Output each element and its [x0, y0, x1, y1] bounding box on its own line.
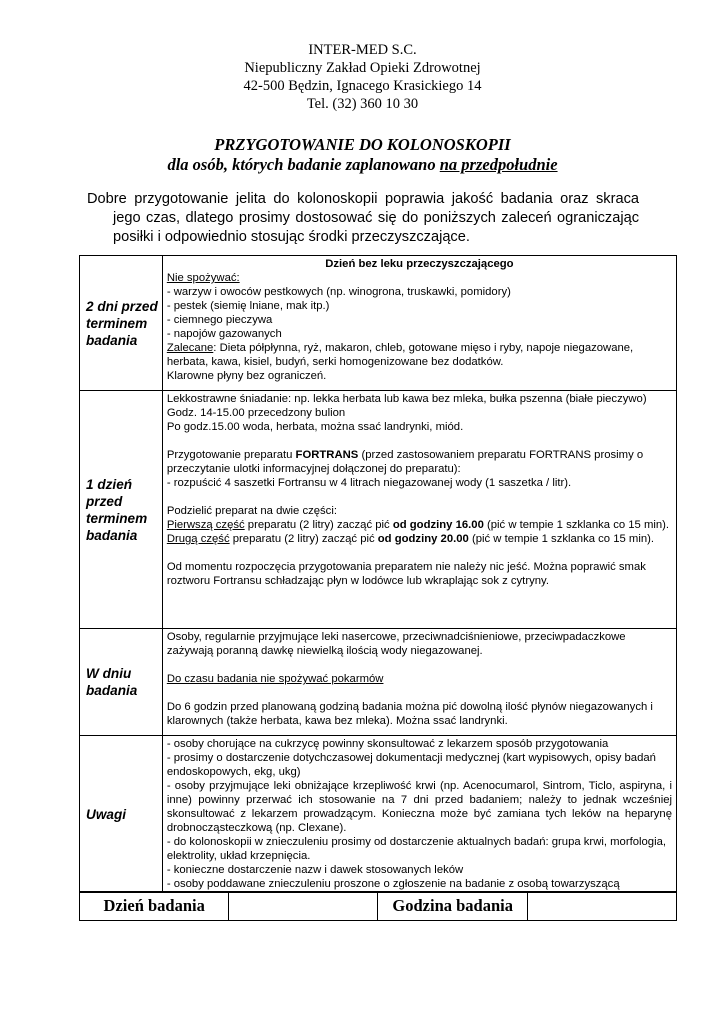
list-item: - osoby przyjmujące leki obniżające krzepliwość krwi (np. Acenocumarol, Sintrom, Ticlo, aspiryna, i inne) powinny przerwać ich stosowanie na 7 dni przed badaniem; należy to jednak wcześniej skonsultować z lekarzem prowadzącym. Konieczna może być zamiana tych leków na heparynę drobnocząsteczkową (np. Clexane).	[166, 780, 672, 834]
second-part-time: od godziny 20.00	[377, 533, 469, 545]
first-part-label: Pierwszą część	[166, 519, 245, 531]
row-one-day	[80, 391, 677, 629]
label-two-days: 2 dni przed terminem badania	[80, 256, 163, 391]
list-item: - do kolonoskopii w znieczuleniu prosimy od dostarczenie aktualnych badań: grupa krwi, morfologia, elektrolity, układ krzepnięcia.	[166, 836, 667, 862]
content-two-days	[162, 256, 676, 391]
appointment-row	[80, 892, 677, 921]
label-one-day: 1 dzień przed terminem badania	[80, 391, 163, 629]
exam-day-label: Dzień badania	[80, 892, 229, 921]
recommended-label: Zalecane	[166, 342, 214, 354]
fluids-note: Do 6 godzin przed planowaną godziną badania można pić dowolną ilość płynów niegazowanych i klarownych (także herbata, kawa bez mleka). Można ssać landrynki.	[166, 701, 653, 727]
list-item: - prosimy o dostarczenie dotychczasowej dokumentacji medycznej (kart wypisowych, opisy badań endoskopowych, ekg, ukg)	[166, 752, 656, 778]
row-notes	[80, 736, 677, 893]
content-exam-day	[162, 629, 676, 736]
second-part-label: Drugą część	[166, 533, 230, 545]
exam-hour-field[interactable]	[527, 892, 676, 921]
title-line-2-prefix: dla osób, których badanie zaplanowano	[167, 155, 440, 174]
second-part	[167, 532, 672, 546]
after-15-note: Po godz.15.00 woda, herbata, można ssać landrynki, miód.	[166, 421, 464, 433]
first-part	[167, 518, 672, 532]
list-item: - warzyw i owoców pestkowych (np. winogrona, truskawki, pomidory)	[166, 286, 511, 298]
fortrans-prep-text-2: (przed zastosowaniem preparatu FORTRANS prosimy o przeczytanie ulotki informacyjnej dołączonej do preparatu):	[166, 449, 644, 475]
intro-line-1: Dobre przygotowanie jelita do kolonoskopii poprawia jakość badania oraz skraca	[87, 191, 639, 207]
first-part-tempo: (pić w tempie 1 szklanka co 15 min).	[483, 519, 670, 531]
second-part-tempo: (pić w tempie 1 szklanka co 15 min).	[468, 533, 655, 545]
list-item: - konieczne dostarczenie nazw i dawek stosowanych leków	[166, 864, 464, 876]
label-exam-day: W dniu badania	[80, 629, 163, 736]
list-item: - ciemnego pieczywa	[166, 314, 273, 326]
first-part-text: preparatu (2 litry) zacząć pić	[244, 519, 393, 531]
do-not-eat-label: Nie spożywać:	[166, 272, 240, 284]
list-item: - napojów gazowanych	[166, 328, 282, 340]
content-one-day	[162, 391, 676, 629]
document-title	[0, 135, 725, 175]
split-instruction: Podzielić preparat na dwie części:	[166, 505, 337, 517]
recommended-text: : Dieta półpłynna, ryż, makaron, chleb, gotowane mięso i ryby, napoje niegazowane, herbata, kawa, kisiel, budyń, serki homogenizowane bez dodatków.	[166, 342, 634, 368]
row-exam-day	[80, 629, 677, 736]
intro-line-3: posiłki i odpowiednio stosując środki przeczyszczające.	[113, 229, 470, 245]
title-line-2	[0, 155, 725, 175]
facility-name: Niepubliczny Zakład Opieki Zdrowotnej	[244, 60, 481, 76]
intro-paragraph	[87, 190, 639, 247]
list-item: - osoby chorujące na cukrzycę powinny skonsultować z lekarzem sposób przygotowania	[166, 738, 609, 750]
recommended-diet	[167, 341, 672, 369]
row-two-days	[80, 256, 677, 391]
appointment-table	[79, 891, 677, 921]
content-notes	[162, 736, 676, 893]
no-food-note: Do czasu badania nie spożywać pokarmów	[166, 673, 384, 685]
clinic-address: 42-500 Będzin, Ignacego Krasickiego 14	[243, 78, 482, 94]
second-part-text: preparatu (2 litry) zacząć pić	[229, 533, 378, 545]
clear-fluids-note: Klarowne płyny bez ograniczeń.	[166, 370, 327, 382]
clinic-phone: Tel. (32) 360 10 30	[306, 96, 419, 112]
list-item: - pestek (siemię lniane, mak itp.)	[166, 300, 330, 312]
first-part-time: od godziny 16.00	[392, 519, 484, 531]
fortrans-name: FORTRANS	[295, 449, 359, 461]
no-eating-note: Od momentu rozpoczęcia przygotowania preparatem nie należy nic jeść. Można poprawić smak roztworu Fortransu schładzając płyn w lodówce lub wkraplając sok z cytryny.	[166, 561, 646, 587]
intro-line-2: jego czas, dlatego prosimy dostosować się do poniższych zaleceń ograniczając	[113, 210, 639, 226]
fortrans-prep	[167, 448, 672, 476]
dissolve-instruction: - rozpuścić 4 saszetki Fortransu w 4 litrach niegazowanej wody (1 saszetka / litr).	[166, 477, 572, 489]
fortrans-prep-text: Przygotowanie preparatu	[166, 449, 296, 461]
list-item: - osoby poddawane znieczuleniu proszone o zgłoszenie na badanie z osobą towarzyszącą	[166, 878, 620, 890]
preparation-table	[79, 255, 677, 893]
company-name: INTER-MED S.C.	[308, 42, 417, 58]
breakfast-note: Lekkostrawne śniadanie: np. lekka herbata lub kawa bez mleka, bułka pszenna (białe pieczywo)	[166, 393, 647, 405]
clinic-header	[0, 41, 725, 113]
label-notes: Uwagi	[80, 736, 163, 893]
intro-continuation	[87, 209, 639, 247]
no-laxative-heading: Dzień bez leku przeczyszczającego	[325, 258, 514, 270]
title-line-2-underlined: na przedpołudnie	[439, 155, 558, 174]
exam-hour-label: Godzina badania	[378, 892, 527, 921]
medication-note: Osoby, regularnie przyjmujące leki nasercowe, przeciwnadciśnieniowe, przeciwpadaczkowe zażywają poranną dawkę niewielką ilością wody niegazowanej.	[166, 631, 626, 657]
title-line-1: PRZYGOTOWANIE DO KOLONOSKOPII	[214, 135, 511, 154]
exam-day-field[interactable]	[229, 892, 378, 921]
broth-note: Godz. 14-15.00 przecedzony bulion	[166, 407, 346, 419]
